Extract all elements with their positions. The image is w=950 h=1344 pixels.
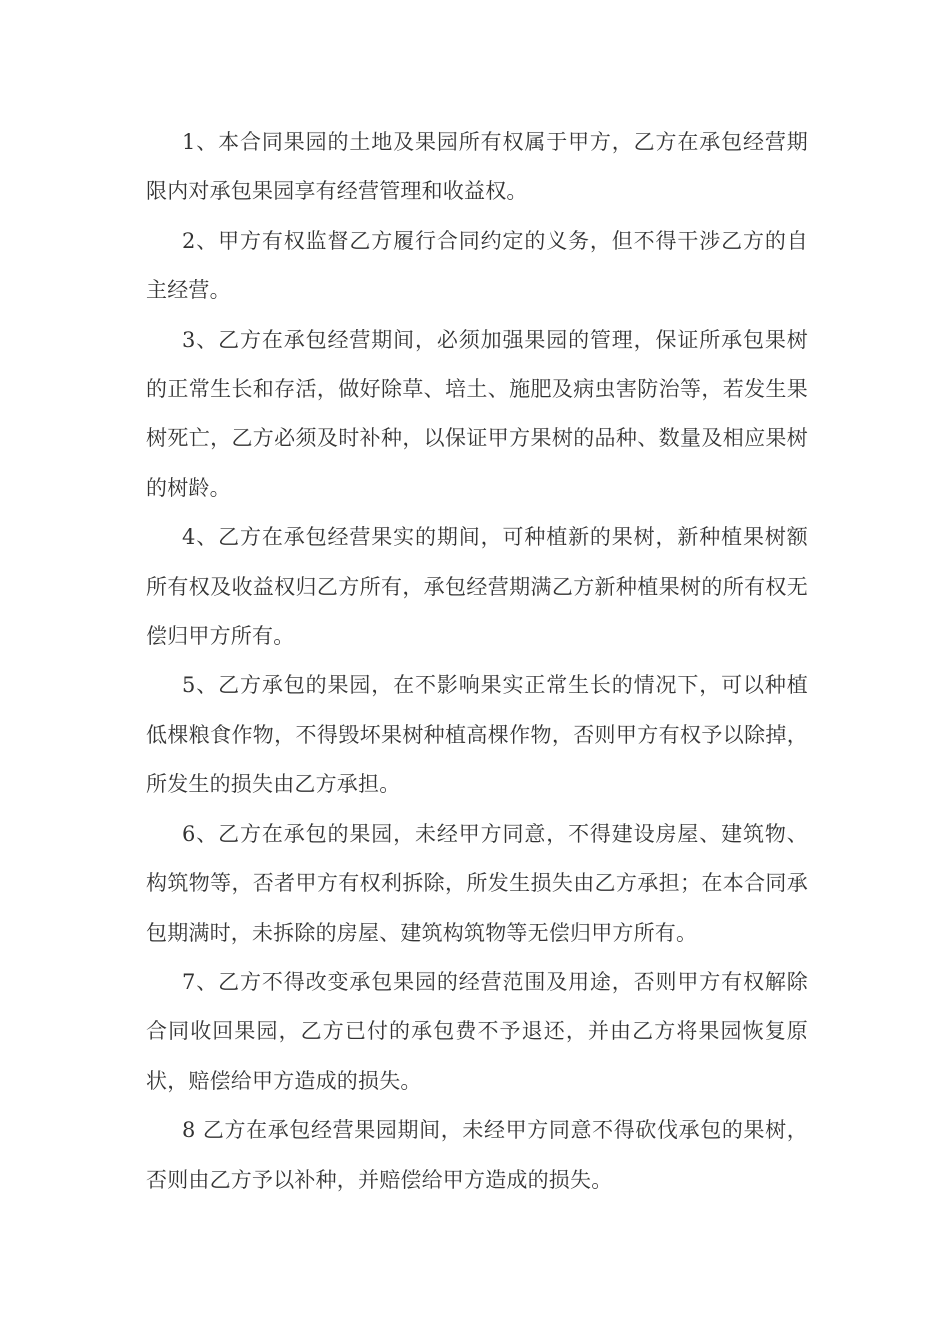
clause-2-paragraph: 2、甲方有权监督乙方履行合同约定的义务，但不得干涉乙方的自主经营。 [146,228,808,303]
clause-8-paragraph: 8 乙方在承包经营果园期间，未经甲方同意不得砍伐承包的果树，否则由乙方予以补种，并赔偿给甲方造成的损失。 [146,1118,808,1192]
clause-5-paragraph: 5、乙方承包的果园，在不影响果实正常生长的情况下，可以种植低棵粮食作物，不得毁坏果树种植高棵作物，否则甲方有权予以除掉，所发生的损失由乙方承担。 [146,673,808,797]
clause-6-paragraph: 6、乙方在承包的果园，未经甲方同意，不得建设房屋、建筑物、构筑物等，否者甲方有权利拆除，所发生损失由乙方承担；在本合同承包期满时，未拆除的房屋、建筑构筑物等无偿归甲方所有。 [146,821,808,945]
clause-1-paragraph: 1、本合同果园的土地及果园所有权属于甲方，乙方在承包经营期限内对承包果园享有经营管理和收益权。 [146,130,808,204]
clause-7-paragraph: 7、乙方不得改变承包果园的经营范围及用途，否则甲方有权解除合同收回果园，乙方已付的承包费不予退还，并由乙方将果园恢复原状，赔偿给甲方造成的损失。 [146,969,808,1093]
document-page [146,118,808,1205]
clause-3-paragraph: 3、乙方在承包经营期间，必须加强果园的管理，保证所承包果树的正常生长和存活，做好除草、培土、施肥及病虫害防治等，若发生果树死亡，乙方必须及时补种，以保证甲方果树的品种、数量及相应果树的树龄。 [146,327,808,500]
clause-4-paragraph: 4、乙方在承包经营果实的期间，可种植新的果树，新种植果树额所有权及收益权归乙方所有，承包经营期满乙方新种植果树的所有权无偿归甲方所有。 [146,525,808,649]
